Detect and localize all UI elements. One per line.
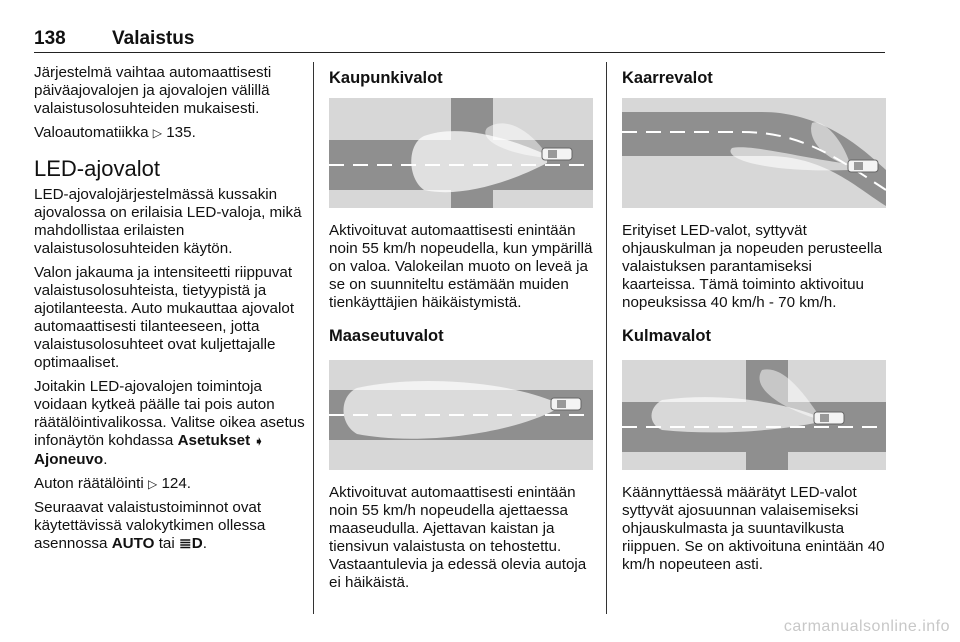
page-ref-arrow-icon: ▷ — [148, 477, 158, 491]
paragraph: Järjestelmä vaihtaa automaattisesti päiväajovalojen ja ajovalojen välillä valaistusolosuhteiden mukaisesti. — [34, 64, 272, 117]
heading-led-headlights: LED-ajovalot — [34, 156, 160, 181]
page-header — [34, 22, 885, 53]
section-title: Valaistus — [112, 28, 195, 49]
low-beam-symbol: ≣D — [178, 535, 203, 552]
heading-corner-lights: Kulmavalot — [622, 327, 711, 345]
menu-arrow-icon: ➧ — [254, 436, 264, 448]
page-ref-arrow-icon: ▷ — [152, 126, 162, 140]
paragraph: Seuraavat valaistustoiminnot ovat käytettävissä valokytkimen ollessa asennossa AUTO tai ≣D. — [34, 499, 266, 552]
town-lights-diagram — [329, 98, 593, 208]
page-number: 138 — [34, 28, 66, 49]
curve-lights-diagram — [622, 98, 886, 208]
column-divider-2 — [606, 62, 607, 614]
column-right — [622, 64, 888, 580]
corner-lights-diagram — [622, 360, 886, 470]
paragraph: Erityiset LED-valot, syttyvät ohjauskulman ja nopeuden perusteella valaistuksen parantamiseksi kaarteissa. Tämä toiminto aktivoituu nopeuksissa 40 km/h - 70 km/h. — [622, 222, 883, 311]
paragraph: Käännyttäessä määrätyt LED-valot syttyvät ajosuunnan valaisemiseksi ohjauskulmasta ja suuntavilkusta riippuen. Se on aktivoituna enintään 40 km/h nopeuteen asti. — [622, 484, 885, 573]
paragraph: Valon jakauma ja intensiteetti riippuvat valaistusolosuhteista, tietyypistä ja ajotilanteesta. Auto mukauttaa ajovalot automaattisesti tilanteeseen, jotta valaistusolosuhteet ovat kuljettajalle optimaaliset. — [34, 264, 295, 371]
paragraph: Joitakin LED-ajovalojen toimintoja voidaan kytkeä päälle tai pois auton räätälöintivalikossa. Valitse oikea asetus infonäytön kohdassa Asetukset ➧ Ajoneuvo. — [34, 378, 305, 468]
paragraph: LED-ajovalojärjestelmässä kussakin ajovalossa on erilaisia LED-valoja, mikä mahdollistaa erilaisten valaistusolosuhteiden käytön. — [34, 186, 302, 257]
watermark: carmanualsonline.info — [783, 618, 950, 635]
paragraph: Aktivoituvat automaattisesti enintään noin 55 km/h nopeudella, kun ympärillä on valoa. Valokeilan muoto on leveä ja se on suunniteltu estämään muiden tienkäyttäjien häikäistymistä. — [329, 222, 593, 311]
heading-country-lights: Maaseutuvalot — [329, 327, 444, 345]
menu-path: Asetukset ➧ Ajoneuvo — [34, 432, 264, 468]
column-left — [34, 64, 306, 559]
country-lights-diagram — [329, 360, 593, 470]
heading-curve-lights: Kaarrevalot — [622, 69, 713, 87]
cross-reference: Valoautomatiikka ▷ 135. — [34, 124, 196, 141]
paragraph: Aktivoituvat automaattisesti enintään noin 55 km/h nopeudella ajettaessa maaseudulla. Ajettavan kaistan ja tiensivun valaistusta on tehostettu. Vastaantulevia ja edessä olevia autoja ei häikäistä. — [329, 484, 587, 591]
cross-reference: Auton räätälöinti ▷ 124. — [34, 475, 192, 492]
column-middle — [329, 64, 593, 598]
heading-town-lights: Kaupunkivalot — [329, 69, 443, 87]
low-beam-icon: ≣ — [178, 535, 192, 552]
column-divider-1 — [313, 62, 314, 614]
